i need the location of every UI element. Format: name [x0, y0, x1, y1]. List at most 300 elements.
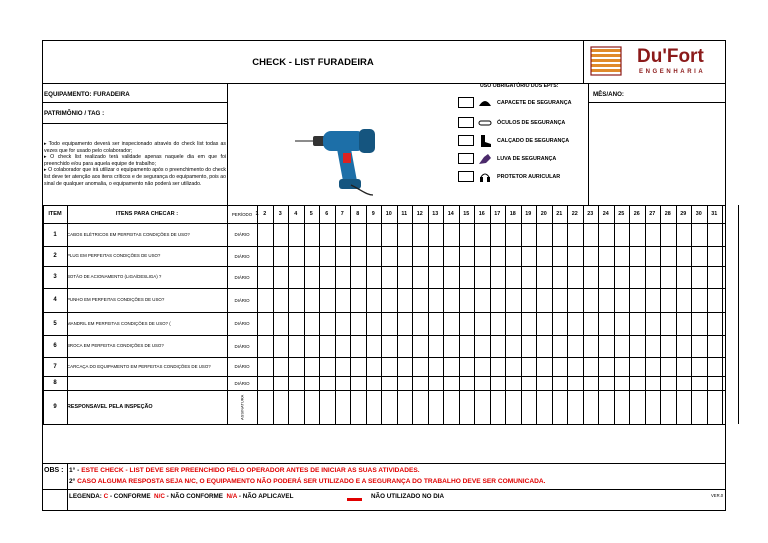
day-check-cell[interactable] — [475, 313, 490, 335]
day-check-cell[interactable] — [661, 336, 676, 357]
day-check-cell[interactable] — [599, 224, 614, 246]
day-check-cell[interactable] — [553, 247, 568, 266]
day-check-cell[interactable] — [382, 358, 397, 376]
mes-ano-label: MÊS/ANO: — [593, 91, 624, 98]
day-check-cell[interactable] — [568, 313, 583, 335]
epi-checkbox[interactable] — [458, 135, 474, 146]
day-check-cell[interactable] — [444, 391, 459, 424]
day-check-cell[interactable] — [475, 289, 490, 312]
day-check-cell[interactable] — [429, 377, 444, 390]
day-check-cell[interactable] — [491, 391, 506, 424]
day-check-cell[interactable] — [677, 377, 692, 390]
day-check-cell[interactable] — [692, 247, 707, 266]
day-check-cell[interactable] — [444, 247, 459, 266]
day-check-cell[interactable] — [305, 247, 320, 266]
day-check-cell[interactable] — [336, 313, 351, 335]
day-check-cell[interactable] — [692, 313, 707, 335]
day-check-cell[interactable] — [367, 267, 382, 288]
day-check-cell[interactable] — [708, 224, 723, 246]
epi-boot: CALÇADO DE SEGURANÇA — [458, 135, 569, 146]
day-check-cell[interactable] — [413, 289, 428, 312]
day-check-cell[interactable] — [258, 289, 273, 312]
day-check-cell[interactable] — [522, 336, 537, 357]
epi-helmet: CAPACETE DE SEGURANÇA — [458, 97, 571, 108]
day-check-cell[interactable] — [444, 267, 459, 288]
day-check-cell[interactable] — [506, 289, 521, 312]
day-header: 11 — [401, 211, 408, 217]
day-check-cell[interactable] — [615, 289, 630, 312]
day-check-cell[interactable] — [320, 336, 335, 357]
day-check-cell[interactable] — [646, 289, 661, 312]
day-check-cell[interactable] — [475, 358, 490, 376]
day-check-cell[interactable] — [630, 267, 645, 288]
day-check-cell[interactable] — [367, 224, 382, 246]
day-check-cell[interactable] — [367, 377, 382, 390]
day-check-cell[interactable] — [692, 267, 707, 288]
day-check-cell[interactable] — [289, 377, 304, 390]
day-check-cell[interactable] — [429, 313, 444, 335]
version-label: VER.0 — [711, 493, 724, 498]
day-check-cell[interactable] — [382, 313, 397, 335]
day-check-cell[interactable] — [568, 358, 583, 376]
day-check-cell[interactable] — [336, 224, 351, 246]
day-header: 9 — [371, 211, 375, 217]
day-check-cell[interactable] — [398, 336, 413, 357]
day-check-cell[interactable] — [630, 289, 645, 312]
day-header: 26 — [633, 211, 640, 217]
day-check-cell[interactable] — [460, 391, 475, 424]
day-check-cell[interactable] — [630, 247, 645, 266]
epi-checkbox[interactable] — [458, 171, 474, 182]
day-check-cell[interactable] — [382, 377, 397, 390]
day-check-cell[interactable] — [258, 313, 273, 335]
day-check-cell[interactable] — [615, 224, 630, 246]
day-check-cell[interactable] — [522, 377, 537, 390]
day-check-cell[interactable] — [692, 336, 707, 357]
day-check-cell[interactable] — [289, 391, 304, 424]
day-check-cell[interactable] — [475, 391, 490, 424]
day-check-cell[interactable] — [289, 313, 304, 335]
day-check-cell[interactable] — [630, 377, 645, 390]
day-check-cell[interactable] — [537, 267, 552, 288]
day-check-cell[interactable] — [336, 289, 351, 312]
day-check-cell[interactable] — [429, 358, 444, 376]
day-check-cell[interactable] — [599, 391, 614, 424]
legend: LEGENDA: C - CONFORME N/C - NÃO CONFORME N/A - NÃO APLICAVEL — [69, 493, 294, 500]
day-check-cell[interactable] — [630, 358, 645, 376]
day-check-cell[interactable] — [553, 336, 568, 357]
day-check-cell[interactable] — [274, 267, 289, 288]
day-check-cell[interactable] — [646, 358, 661, 376]
day-header: 15 — [463, 211, 470, 217]
day-check-cell[interactable] — [258, 377, 273, 390]
day-check-cell[interactable] — [320, 267, 335, 288]
day-check-cell[interactable] — [677, 391, 692, 424]
day-check-cell[interactable] — [599, 377, 614, 390]
day-check-cell[interactable] — [584, 267, 599, 288]
day-check-cell[interactable] — [553, 313, 568, 335]
day-check-cell[interactable] — [382, 247, 397, 266]
day-check-cell[interactable] — [537, 313, 552, 335]
day-check-cell[interactable] — [305, 313, 320, 335]
logo-name: Du'Fort — [637, 46, 704, 67]
day-check-cell[interactable] — [553, 377, 568, 390]
day-check-cell[interactable] — [475, 224, 490, 246]
day-check-cell[interactable] — [351, 247, 366, 266]
day-check-cell[interactable] — [646, 313, 661, 335]
day-check-cell[interactable] — [537, 391, 552, 424]
day-check-cell[interactable] — [382, 267, 397, 288]
equipamento-label: EQUIPAMENTO: FURADEIRA — [44, 91, 130, 98]
day-check-cell[interactable] — [568, 336, 583, 357]
day-check-cell[interactable] — [351, 313, 366, 335]
day-check-cell[interactable] — [320, 391, 335, 424]
day-check-cell[interactable] — [274, 313, 289, 335]
day-check-cell[interactable] — [553, 224, 568, 246]
day-check-cell[interactable] — [444, 358, 459, 376]
day-check-cell[interactable] — [568, 391, 583, 424]
day-check-cell[interactable] — [475, 377, 490, 390]
day-check-cell[interactable] — [398, 377, 413, 390]
day-check-cell[interactable] — [506, 377, 521, 390]
day-check-cell[interactable] — [568, 289, 583, 312]
day-check-cell[interactable] — [413, 391, 428, 424]
day-check-cell[interactable] — [274, 377, 289, 390]
day-check-cell[interactable] — [708, 289, 723, 312]
epi-checkbox[interactable] — [458, 117, 474, 128]
day-check-cell[interactable] — [429, 247, 444, 266]
item-text: CARCAÇA DO EQUIPAMENTO EM PERFEITAS CONDIÇÕES DE USO? — [67, 363, 211, 369]
day-check-cell[interactable] — [320, 377, 335, 390]
day-header: 29 — [680, 211, 687, 217]
page-title: CHECK - LIST FURADEIRA — [252, 56, 374, 68]
day-check-cell[interactable] — [460, 336, 475, 357]
day-check-cell[interactable] — [522, 289, 537, 312]
day-check-cell[interactable] — [599, 289, 614, 312]
day-check-cell[interactable] — [398, 247, 413, 266]
day-check-cell[interactable] — [336, 391, 351, 424]
day-check-cell[interactable] — [537, 289, 552, 312]
day-check-cell[interactable] — [491, 289, 506, 312]
day-check-cell[interactable] — [398, 289, 413, 312]
day-check-cell[interactable] — [413, 247, 428, 266]
day-check-cell[interactable] — [444, 313, 459, 335]
day-check-cell[interactable] — [460, 313, 475, 335]
day-check-cell[interactable] — [382, 289, 397, 312]
day-check-cell[interactable] — [320, 224, 335, 246]
day-check-cell[interactable] — [506, 358, 521, 376]
day-check-cell[interactable] — [692, 358, 707, 376]
day-check-cell[interactable] — [382, 336, 397, 357]
day-check-cell[interactable] — [692, 377, 707, 390]
day-check-cell[interactable] — [320, 289, 335, 312]
day-check-cell[interactable] — [258, 267, 273, 288]
day-check-cell[interactable] — [599, 336, 614, 357]
day-check-cell[interactable] — [599, 358, 614, 376]
day-check-cell[interactable] — [258, 391, 273, 424]
day-check-cell[interactable] — [429, 289, 444, 312]
day-check-cell[interactable] — [289, 224, 304, 246]
day-check-cell[interactable] — [568, 267, 583, 288]
day-check-cell[interactable] — [537, 377, 552, 390]
day-check-cell[interactable] — [351, 358, 366, 376]
day-check-cell[interactable] — [491, 377, 506, 390]
day-check-cell[interactable] — [506, 247, 521, 266]
col-header-itens: ITENS PARA CHECAR : — [115, 211, 179, 217]
day-check-cell[interactable] — [677, 267, 692, 288]
day-check-cell[interactable] — [305, 377, 320, 390]
day-check-cell[interactable] — [615, 336, 630, 357]
day-check-cell[interactable] — [661, 377, 676, 390]
day-header: 17 — [494, 211, 501, 217]
day-check-cell[interactable] — [692, 391, 707, 424]
day-check-cell[interactable] — [599, 247, 614, 266]
day-check-cell[interactable] — [289, 358, 304, 376]
day-check-cell[interactable] — [444, 289, 459, 312]
day-check-cell[interactable] — [351, 336, 366, 357]
day-check-cell[interactable] — [568, 247, 583, 266]
day-check-cell[interactable] — [584, 247, 599, 266]
day-check-cell[interactable] — [289, 289, 304, 312]
day-check-cell[interactable] — [336, 358, 351, 376]
day-check-cell[interactable] — [522, 247, 537, 266]
day-check-cell[interactable] — [708, 313, 723, 335]
day-check-cell[interactable] — [475, 267, 490, 288]
day-check-cell[interactable] — [398, 313, 413, 335]
day-check-cell[interactable] — [429, 224, 444, 246]
day-check-cell[interactable] — [305, 224, 320, 246]
day-check-cell[interactable] — [553, 289, 568, 312]
day-check-cell[interactable] — [475, 336, 490, 357]
day-check-cell[interactable] — [677, 247, 692, 266]
day-check-cell[interactable] — [274, 336, 289, 357]
day-check-cell[interactable] — [274, 247, 289, 266]
day-check-cell[interactable] — [692, 224, 707, 246]
day-check-cell[interactable] — [522, 224, 537, 246]
day-check-cell[interactable] — [444, 377, 459, 390]
day-header: 24 — [602, 211, 609, 217]
day-check-cell[interactable] — [429, 267, 444, 288]
day-check-cell[interactable] — [615, 377, 630, 390]
day-check-cell[interactable] — [677, 289, 692, 312]
day-check-cell[interactable] — [537, 336, 552, 357]
day-check-cell[interactable] — [258, 336, 273, 357]
epi-glove: LUVA DE SEGURANÇA — [458, 153, 556, 164]
day-check-cell[interactable] — [413, 224, 428, 246]
day-check-cell[interactable] — [630, 224, 645, 246]
day-check-cell[interactable] — [491, 224, 506, 246]
day-check-cell[interactable] — [661, 267, 676, 288]
day-check-cell[interactable] — [615, 391, 630, 424]
day-check-cell[interactable] — [367, 313, 382, 335]
day-check-cell[interactable] — [413, 358, 428, 376]
day-header: 6 — [325, 211, 329, 217]
day-check-cell[interactable] — [677, 358, 692, 376]
day-check-cell[interactable] — [646, 336, 661, 357]
day-check-cell[interactable] — [274, 391, 289, 424]
day-check-cell[interactable] — [413, 313, 428, 335]
day-check-cell[interactable] — [351, 224, 366, 246]
day-check-cell[interactable] — [398, 267, 413, 288]
day-check-cell[interactable] — [553, 267, 568, 288]
day-check-cell[interactable] — [460, 289, 475, 312]
day-check-cell[interactable] — [491, 267, 506, 288]
day-check-cell[interactable] — [708, 247, 723, 266]
day-check-cell[interactable] — [661, 247, 676, 266]
day-check-cell[interactable] — [630, 391, 645, 424]
day-check-cell[interactable] — [336, 247, 351, 266]
day-check-cell[interactable] — [522, 313, 537, 335]
day-check-cell[interactable] — [305, 336, 320, 357]
day-check-cell[interactable] — [584, 377, 599, 390]
day-check-cell[interactable] — [522, 358, 537, 376]
day-check-cell[interactable] — [289, 267, 304, 288]
day-check-cell[interactable] — [568, 224, 583, 246]
day-check-cell[interactable] — [460, 358, 475, 376]
day-check-cell[interactable] — [258, 358, 273, 376]
day-check-cell[interactable] — [708, 336, 723, 357]
day-check-cell[interactable] — [351, 377, 366, 390]
day-check-cell[interactable] — [506, 391, 521, 424]
day-check-cell[interactable] — [646, 391, 661, 424]
day-check-cell[interactable] — [568, 377, 583, 390]
item-number: 4 — [53, 297, 57, 303]
day-header: 21 — [556, 211, 563, 217]
day-check-cell[interactable] — [367, 289, 382, 312]
day-check-cell[interactable] — [615, 313, 630, 335]
day-check-cell[interactable] — [630, 336, 645, 357]
day-check-cell[interactable] — [429, 391, 444, 424]
day-check-cell[interactable] — [615, 247, 630, 266]
day-check-cell[interactable] — [677, 224, 692, 246]
day-check-cell[interactable] — [305, 267, 320, 288]
day-check-cell[interactable] — [460, 267, 475, 288]
day-check-cell[interactable] — [537, 358, 552, 376]
day-header: 31 — [711, 211, 718, 217]
day-check-cell[interactable] — [413, 377, 428, 390]
day-check-cell[interactable] — [506, 336, 521, 357]
day-check-cell[interactable] — [646, 377, 661, 390]
day-check-cell[interactable] — [444, 224, 459, 246]
day-check-cell[interactable] — [382, 391, 397, 424]
day-check-cell[interactable] — [429, 336, 444, 357]
day-check-cell[interactable] — [615, 358, 630, 376]
day-check-cell[interactable] — [522, 267, 537, 288]
day-check-cell[interactable] — [677, 313, 692, 335]
day-check-cell[interactable] — [351, 289, 366, 312]
day-check-cell[interactable] — [646, 267, 661, 288]
day-check-cell[interactable] — [506, 313, 521, 335]
day-check-cell[interactable] — [537, 247, 552, 266]
day-check-cell[interactable] — [305, 391, 320, 424]
day-check-cell[interactable] — [708, 267, 723, 288]
day-check-cell[interactable] — [661, 224, 676, 246]
day-check-cell[interactable] — [708, 377, 723, 390]
day-check-cell[interactable] — [615, 267, 630, 288]
day-check-cell[interactable] — [398, 224, 413, 246]
day-check-cell[interactable] — [491, 336, 506, 357]
day-check-cell[interactable] — [584, 313, 599, 335]
item-periodo: DIÁRIO — [234, 343, 250, 349]
day-check-cell[interactable] — [367, 336, 382, 357]
day-check-cell[interactable] — [599, 267, 614, 288]
day-check-cell[interactable] — [305, 289, 320, 312]
day-check-cell[interactable] — [289, 247, 304, 266]
day-check-cell[interactable] — [506, 224, 521, 246]
day-check-cell[interactable] — [491, 247, 506, 266]
day-check-cell[interactable] — [398, 391, 413, 424]
day-check-cell[interactable] — [553, 358, 568, 376]
day-check-cell[interactable] — [320, 247, 335, 266]
day-check-cell[interactable] — [398, 358, 413, 376]
day-check-cell[interactable] — [677, 336, 692, 357]
day-check-cell[interactable] — [584, 224, 599, 246]
day-check-cell[interactable] — [336, 377, 351, 390]
day-check-cell[interactable] — [367, 391, 382, 424]
day-check-cell[interactable] — [553, 391, 568, 424]
day-check-cell[interactable] — [274, 224, 289, 246]
day-check-cell[interactable] — [258, 224, 273, 246]
day-check-cell[interactable] — [460, 247, 475, 266]
day-check-cell[interactable] — [661, 313, 676, 335]
day-check-cell[interactable] — [367, 358, 382, 376]
day-check-cell[interactable] — [320, 313, 335, 335]
day-header: 14 — [447, 211, 454, 217]
day-check-cell[interactable] — [692, 289, 707, 312]
day-check-cell[interactable] — [584, 289, 599, 312]
epi-checkbox[interactable] — [458, 97, 474, 108]
day-check-cell[interactable] — [646, 224, 661, 246]
day-header: 22 — [571, 211, 578, 217]
day-check-cell[interactable] — [382, 224, 397, 246]
day-check-cell[interactable] — [258, 247, 273, 266]
day-check-cell[interactable] — [460, 377, 475, 390]
day-check-cell[interactable] — [274, 358, 289, 376]
day-check-cell[interactable] — [522, 391, 537, 424]
day-check-cell[interactable] — [661, 391, 676, 424]
day-check-cell[interactable] — [367, 247, 382, 266]
day-check-cell[interactable] — [289, 336, 304, 357]
day-check-cell[interactable] — [413, 336, 428, 357]
day-check-cell[interactable] — [491, 358, 506, 376]
day-check-cell[interactable] — [351, 267, 366, 288]
day-check-cell[interactable] — [305, 358, 320, 376]
day-check-cell[interactable] — [460, 224, 475, 246]
day-check-cell[interactable] — [491, 313, 506, 335]
day-check-cell[interactable] — [506, 267, 521, 288]
day-check-cell[interactable] — [584, 336, 599, 357]
day-check-cell[interactable] — [708, 391, 723, 424]
day-check-cell[interactable] — [320, 358, 335, 376]
day-check-cell[interactable] — [661, 358, 676, 376]
day-check-cell[interactable] — [336, 336, 351, 357]
day-check-cell[interactable] — [274, 289, 289, 312]
day-check-cell[interactable] — [336, 267, 351, 288]
day-check-cell[interactable] — [584, 358, 599, 376]
day-check-cell[interactable] — [708, 358, 723, 376]
day-check-cell[interactable] — [630, 313, 645, 335]
day-check-cell[interactable] — [413, 267, 428, 288]
day-check-cell[interactable] — [646, 247, 661, 266]
day-check-cell[interactable] — [475, 247, 490, 266]
day-check-cell[interactable] — [351, 391, 366, 424]
day-check-cell[interactable] — [584, 391, 599, 424]
day-check-cell[interactable] — [661, 289, 676, 312]
day-check-cell[interactable] — [444, 336, 459, 357]
epi-checkbox[interactable] — [458, 153, 474, 164]
day-check-cell[interactable] — [599, 313, 614, 335]
day-check-cell[interactable] — [537, 224, 552, 246]
